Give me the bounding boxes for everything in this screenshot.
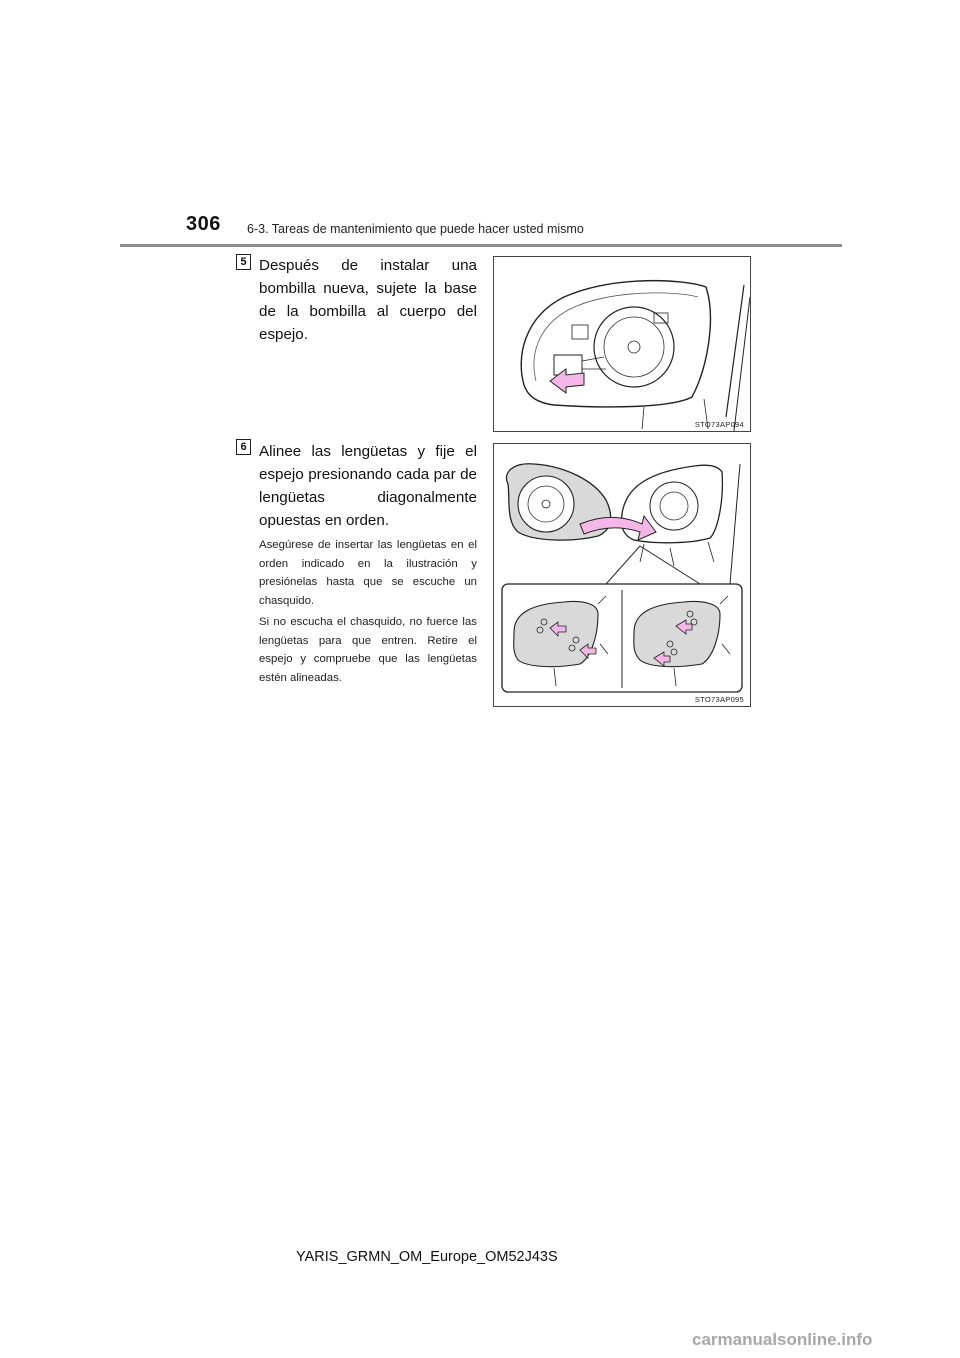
- mirror-housing-illustration: [494, 257, 750, 431]
- step-6-note-1: Asegúrese de insertar las lengüetas en el orden indicado en la ilustración y presiónelas hasta que se escuche un chasquido.: [259, 539, 477, 607]
- figure-code: STO73AP095: [694, 695, 744, 704]
- watermark: carmanualsonline.info: [692, 1330, 873, 1349]
- step-6-badge: 6: [236, 439, 251, 455]
- step-5-text: Después de instalar una bombilla nueva, sujete la base de la bombilla al cuerpo del espejo.: [259, 257, 477, 343]
- document-id: YARIS_GRMN_OM_Europe_OM52J43S: [296, 1249, 558, 1265]
- step-5-badge: 5: [236, 254, 251, 270]
- figure-mirror-attachment: [493, 443, 751, 707]
- section-title: 6-3. Tareas de mantenimiento que puede hacer usted mismo: [247, 222, 584, 236]
- mirror-attachment-illustration: [494, 444, 750, 706]
- figure-bulb-installation: [493, 256, 751, 432]
- header-divider: [120, 244, 842, 247]
- step-6-text: Alinee las lengüetas y fije el espejo presionando cada par de lengüetas diagonalmente opuestas en orden.: [259, 443, 477, 529]
- figure-code: STO73AP094: [694, 420, 744, 429]
- page-number: 306: [186, 213, 221, 235]
- step-6-note-2: Si no escucha el chasquido, no fuerce las lengüetas para que entren. Retire el espejo y compruebe que las lengüetas estén alineadas.: [259, 616, 477, 684]
